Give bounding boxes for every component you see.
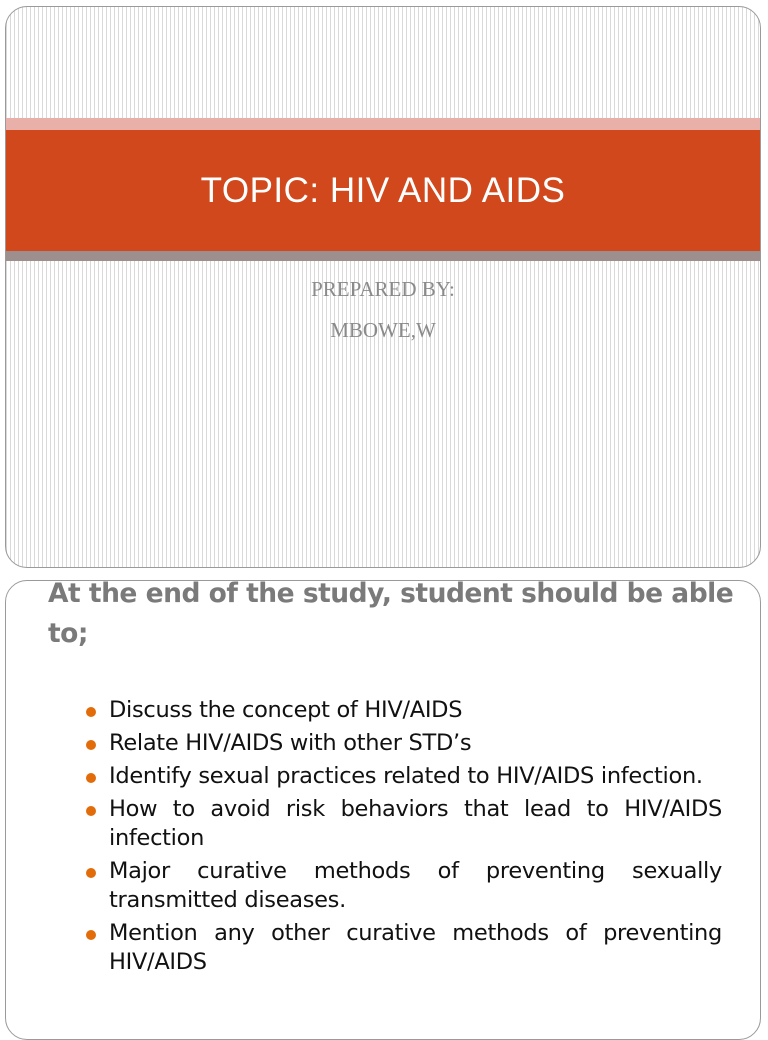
list-item [84,857,722,915]
list-item-text: Mention any other curative methods of preventing HIV/AIDS [109,920,722,975]
list-item-text: Discuss the concept of HIV/AIDS [109,697,463,723]
list-item [84,795,722,853]
list-item-text: Major curative methods of preventing sexually transmitted diseases. [109,858,722,913]
author-name: MBOWE,W [330,318,436,342]
list-item [84,919,722,977]
slide-heading: At the end of the study, student should be able to; [48,580,734,649]
bullet-icon [86,773,96,783]
slide-title: TOPIC: HIV AND AIDS [200,170,566,210]
bullet-icon [86,868,96,878]
prepared-by-label: PREPARED BY: [311,277,455,301]
objectives-list [84,696,722,981]
title-band [6,130,760,251]
bullet-icon [86,806,96,816]
list-item-text: Identify sexual practices related to HIV/AIDS infection. [109,763,703,789]
list-item [84,729,722,758]
title-band-bottom-stripe [6,251,760,261]
list-item-text: Relate HIV/AIDS with other STD’s [109,730,472,756]
bullet-icon [86,707,96,717]
bullet-icon [86,930,96,940]
title-band-top-stripe [6,118,760,130]
list-item [84,762,722,791]
list-item-text: How to avoid risk behaviors that lead to HIV/AIDS infection [109,796,722,851]
list-item [84,696,722,725]
title-slide [5,6,761,568]
bullet-icon [86,740,96,750]
objectives-slide [5,580,761,1040]
